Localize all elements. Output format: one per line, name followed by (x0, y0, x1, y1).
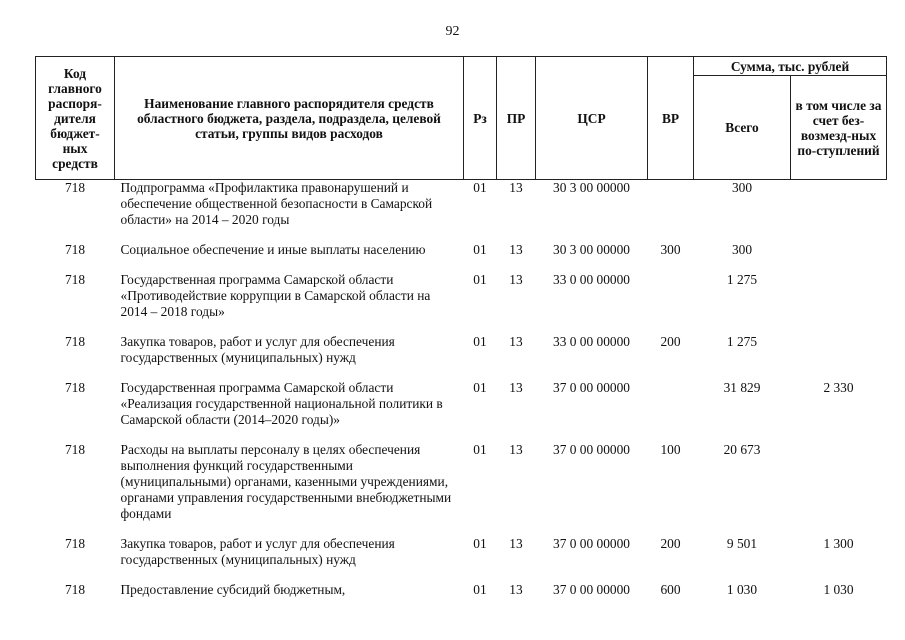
header-name: Наименование главного распорядителя средств областного бюджета, раздела, подраздела, целевой статьи, группы видов расходов (115, 57, 464, 180)
cell-pr: 13 (509, 442, 523, 457)
cell-csr: 30 3 00 00000 (553, 180, 630, 195)
cell-csr: 37 0 00 00000 (553, 442, 630, 457)
cell-vr: 100 (660, 442, 681, 457)
header-sum-group: Сумма, тыс. рублей (694, 57, 887, 76)
header-code: Код главного распоря-дителя бюджет-ных средств (36, 57, 115, 180)
cell-code: 718 (64, 442, 86, 457)
cell-code: 718 (64, 380, 86, 395)
cell-rz: 01 (473, 380, 487, 395)
cell-total: 31 829 (723, 380, 761, 395)
cell-vr (648, 271, 694, 333)
cell-vr: 200 (660, 536, 681, 551)
cell-pr: 13 (509, 380, 523, 395)
cell-total: 300 (731, 180, 753, 195)
table-row (36, 441, 887, 535)
cell-pr: 13 (509, 180, 523, 195)
cell-gratuitous (791, 271, 887, 333)
cell-gratuitous (791, 180, 887, 242)
cell-pr: 13 (509, 272, 523, 287)
page-number: 92 (445, 24, 460, 39)
cell-csr: 37 0 00 00000 (553, 536, 630, 551)
cell-code: 718 (64, 582, 86, 597)
cell-rz: 01 (473, 442, 487, 457)
header-gratuitous: в том числе за счет без-возмезд-ных по-ступлений (791, 76, 887, 180)
cell-rz: 01 (473, 334, 487, 349)
header-csr: ЦСР (536, 57, 648, 180)
cell-name: Подпрограмма «Профилактика правонарушений и обеспечение общественной безопасности в Самарской области» на 2014 – 2020 годы (120, 180, 433, 227)
cell-pr: 13 (509, 582, 523, 597)
cell-gratuitous: 2 330 (823, 380, 854, 395)
table-row (36, 271, 887, 333)
cell-vr (648, 180, 694, 242)
cell-name: Государственная программа Самарской области «Реализация государственной национальной политики в Самарской области (2014–2020 годы)» (120, 380, 443, 427)
cell-code: 718 (64, 180, 86, 195)
cell-total: 1 030 (726, 582, 758, 597)
cell-pr: 13 (509, 536, 523, 551)
cell-code: 718 (64, 334, 86, 349)
cell-vr: 300 (660, 242, 681, 257)
header-pr: ПР (497, 57, 536, 180)
header-rz: Рз (464, 57, 497, 180)
cell-csr: 37 0 00 00000 (553, 582, 630, 597)
table-header (36, 57, 887, 180)
table-row (36, 535, 887, 581)
cell-code: 718 (64, 242, 86, 257)
cell-vr: 200 (660, 334, 681, 349)
cell-total: 1 275 (726, 334, 758, 349)
cell-total: 1 275 (726, 272, 758, 287)
cell-vr: 600 (660, 582, 681, 597)
cell-name: Социальное обеспечение и иные выплаты населению (120, 242, 426, 257)
cell-code: 718 (64, 536, 86, 551)
cell-rz: 01 (473, 272, 487, 287)
cell-total: 20 673 (723, 442, 761, 457)
table-body (36, 180, 887, 612)
cell-vr (648, 379, 694, 441)
cell-csr: 33 0 00 00000 (553, 272, 630, 287)
cell-gratuitous: 1 300 (823, 536, 854, 551)
cell-total: 9 501 (726, 536, 758, 551)
table-row (36, 180, 887, 242)
table-row (36, 333, 887, 379)
cell-name: Государственная программа Самарской области «Противодействие коррупции в Самарской области на 2014 – 2018 годы» (120, 272, 431, 319)
cell-code: 718 (64, 272, 86, 287)
cell-pr: 13 (509, 242, 523, 257)
cell-csr: 30 3 00 00000 (553, 242, 630, 257)
cell-name: Предоставление субсидий бюджетным, (120, 582, 346, 597)
cell-total: 300 (731, 242, 753, 257)
cell-rz: 01 (473, 180, 487, 195)
cell-gratuitous: 1 030 (823, 582, 854, 597)
cell-csr: 37 0 00 00000 (553, 380, 630, 395)
header-vr: ВР (648, 57, 694, 180)
cell-name: Закупка товаров, работ и услуг для обеспечения государственных (муниципальных) нужд (120, 334, 395, 365)
table-row (36, 581, 887, 611)
table-row (36, 241, 887, 271)
header-total: Всего (694, 76, 791, 180)
cell-rz: 01 (473, 536, 487, 551)
table-row (36, 379, 887, 441)
cell-csr: 33 0 00 00000 (553, 334, 630, 349)
cell-gratuitous (791, 241, 887, 271)
cell-name: Расходы на выплаты персоналу в целях обеспечения выполнения функций государственными (муниципальными) органами, казенными учреждениями, органами управления государственными внебюджетными фондами (120, 442, 452, 521)
cell-gratuitous (791, 441, 887, 535)
cell-pr: 13 (509, 334, 523, 349)
cell-rz: 01 (473, 582, 487, 597)
cell-gratuitous (791, 333, 887, 379)
budget-table (35, 56, 887, 611)
cell-rz: 01 (473, 242, 487, 257)
cell-name: Закупка товаров, работ и услуг для обеспечения государственных (муниципальных) нужд (120, 536, 395, 567)
